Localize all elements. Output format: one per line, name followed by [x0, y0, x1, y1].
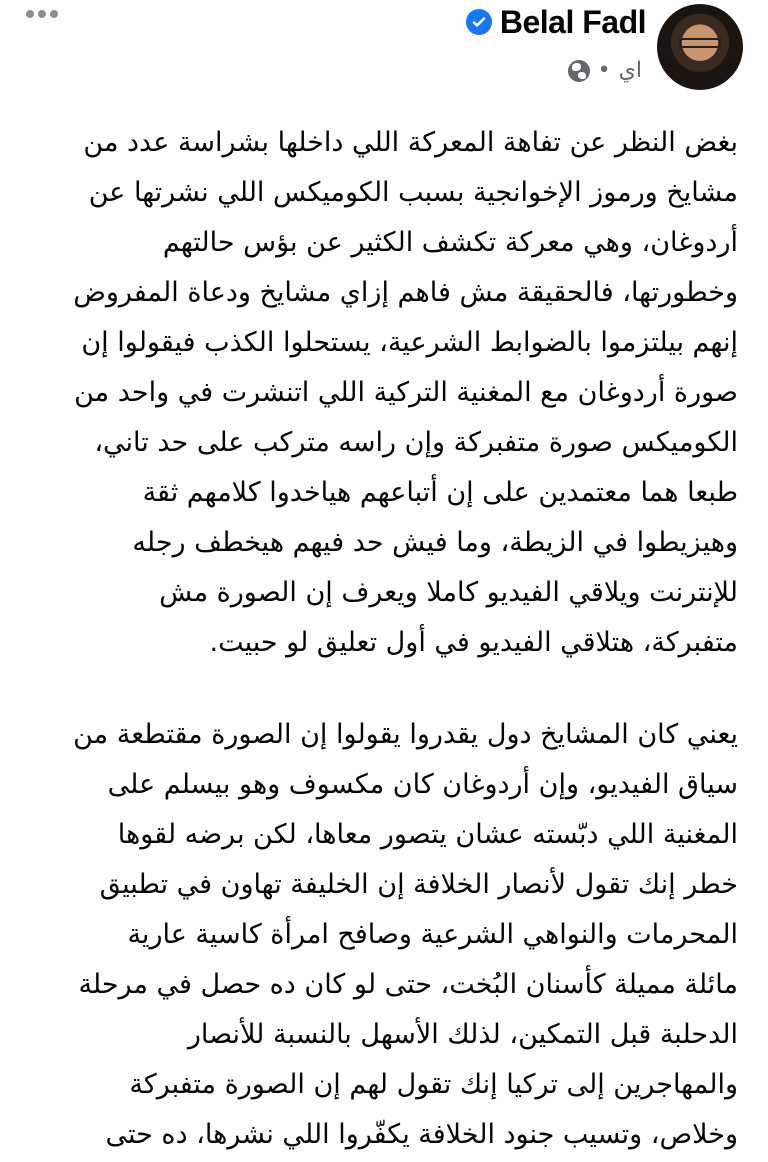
post-text-line: المحرمات والنواهي الشرعية وصافح امرأة كاسية عارية	[127, 919, 738, 950]
post-text-line: وخطورتها، فالحقيقة مش فاهم إزاي مشايخ ودعاة المفروض	[73, 277, 738, 308]
post-text-line: طبعا هما معتمدين على إن أتباعهم هياخدوا كلامهم ثقة	[142, 477, 738, 508]
author-avatar[interactable]	[657, 4, 743, 90]
post-text-line: وخلاص، وتسيب جنود الخلافة يكفّروا اللي نشرها، ده حتى	[105, 1119, 738, 1150]
post-meta	[568, 58, 642, 83]
verified-badge-icon	[466, 9, 492, 35]
post-text-line: بغض النظر عن تفاهة المعركة اللي داخلها بشراسة عدد من	[83, 127, 738, 158]
more-options-icon	[50, 10, 58, 18]
post-text-line: للإنترنت ويلاقي الفيديو كاملا ويعرف إن الصورة مش	[159, 577, 738, 608]
post-text-line: أردوغان، وهي معركة تكشف الكثير عن بؤس حالتهم	[162, 227, 738, 258]
post-text-line: خطر إنك تقول لأنصار الخلافة إن الخليفة تهاون في تطبيق	[99, 869, 738, 900]
post-text-line: صورة أردوغان مع المغنية التركية اللي اتنشرت في واحد من	[74, 377, 738, 408]
post-text-line: الدحلبة قبل التمكين، لذلك الأسهل بالنسبة للأنصار	[187, 1019, 738, 1050]
post-text-line: مائلة مميلة كأسنان البُخت، حتى لو كان ده حصل في مرحلة	[78, 969, 738, 1000]
author-name[interactable]: Belal Fadl	[499, 3, 646, 40]
meta-separator: •	[597, 58, 611, 83]
post-text-line: المغنية اللي دبّسته عشان يتصور معاها، لكن برضه لقوها	[117, 819, 738, 850]
post-text-line: يعني كان المشايخ دول يقدروا يقولوا إن الصورة مقتطعة من	[73, 719, 738, 750]
post-paragraph-2	[20, 710, 738, 1160]
post-text-line: مشايخ ورموز الإخوانجية بسبب الكوميكس اللي نشرتها عن	[88, 177, 738, 208]
post-text-line: والمهاجرين إلى تركيا إنك تقول لهم إن الصورة متفبركة	[129, 1069, 738, 1100]
post-timestamp[interactable]: اي	[618, 58, 642, 83]
post-text-line: إنهم بيلتزموا بالضوابط الشرعية، يستحلوا الكذب فيقولوا إن	[81, 327, 738, 358]
more-options-button[interactable]	[26, 10, 58, 18]
globe-icon	[568, 60, 590, 82]
glasses-detail	[679, 38, 721, 48]
more-options-icon	[38, 10, 46, 18]
post-text-line: وهيزيطوا في الزيطة، وما فيش حد فيهم هيخطف رجله	[132, 527, 738, 558]
post-paragraph-1	[20, 118, 738, 668]
post-text-line: سياق الفيديو، وإن أردوغان كان مكسوف وهو بيسلم على	[107, 769, 738, 800]
post-text-line: متفبركة، هتلاقي الفيديو في أول تعليق لو حبيت.	[209, 627, 738, 658]
post-text-line: الكوميكس صورة متفبركة وإن راسه متركب على حد تاني،	[94, 427, 738, 458]
author-row	[466, 0, 646, 44]
more-options-icon	[26, 10, 34, 18]
